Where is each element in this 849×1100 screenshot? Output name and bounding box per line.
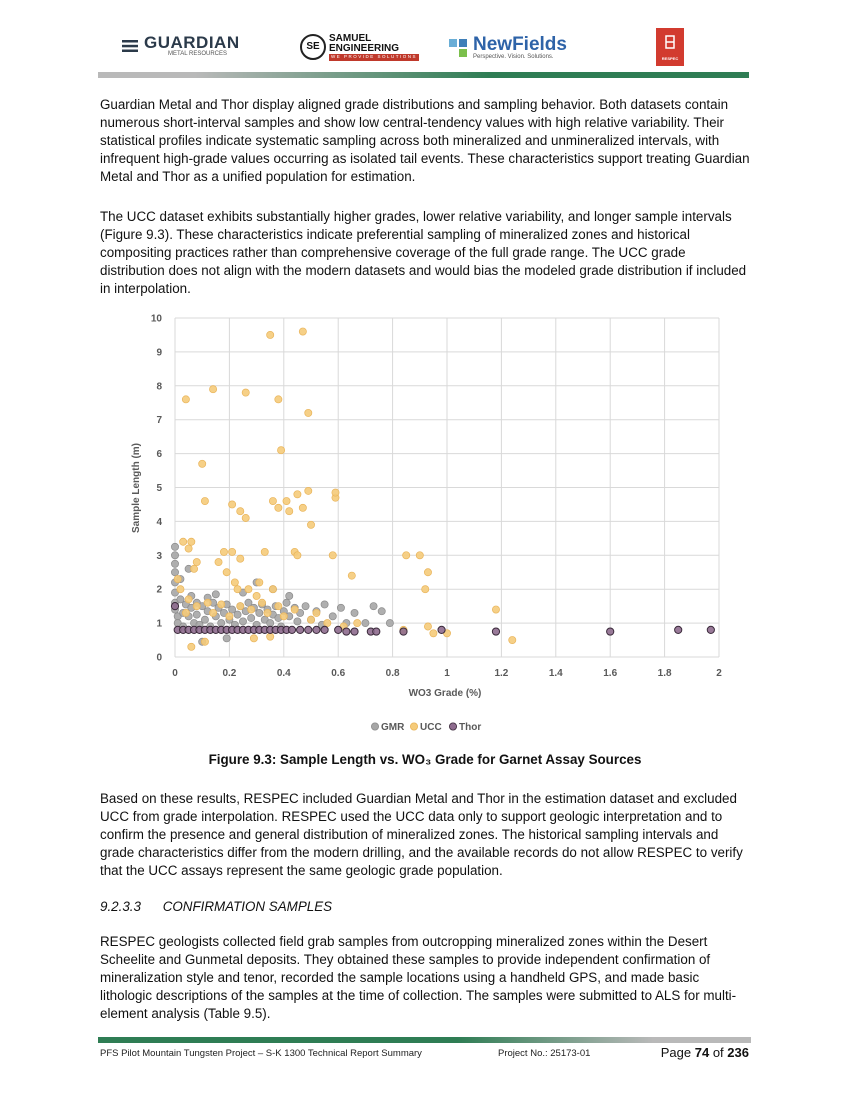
point-gmr — [370, 603, 377, 610]
point-ucc — [299, 328, 306, 335]
point-thor — [492, 628, 499, 635]
y-tick-label: 5 — [156, 483, 162, 494]
newfields-squares-icon — [449, 37, 471, 59]
subheading-title: CONFIRMATION SAMPLES — [162, 899, 333, 914]
x-axis-label: WO3 Grade (%) — [408, 688, 482, 699]
point-ucc — [253, 592, 260, 599]
point-gmr — [329, 613, 336, 620]
point-gmr — [283, 599, 290, 606]
point-ucc — [332, 489, 339, 496]
paragraph-3: Based on these results, RESPEC included Guardian Metal and Thor in the estimation dataset and excluded UCC from grade interpolation. RESPEC used the UCC data only to support geologic interpretation and to confirm the presence and general distribution of mineralized zones. The historical sampling intervals and grade characteristics differ from the modern drilling, and the available records do not allow RESPEC to verify that the UCC assays represent the same geologic grade population. — [100, 791, 743, 878]
guardian-sub: METAL RESOURCES — [168, 51, 228, 57]
point-ucc — [223, 569, 230, 576]
point-ucc — [193, 603, 200, 610]
point-thor — [313, 626, 320, 633]
figure-caption: Figure 9.3: Sample Length vs. WO₃ Grade for Garnet Assay Sources — [208, 752, 642, 767]
point-ucc — [185, 545, 192, 552]
x-tick-label: 0 — [172, 668, 178, 679]
point-ucc — [307, 616, 314, 623]
point-ucc — [209, 386, 216, 393]
point-thor — [321, 626, 328, 633]
point-ucc — [269, 586, 276, 593]
newfields-logo — [449, 35, 567, 60]
newfields-name: NewFields — [473, 34, 567, 55]
page-total: 236 — [727, 1045, 749, 1060]
point-ucc — [199, 460, 206, 467]
point-ucc — [307, 521, 314, 528]
samuel-line1: SAMUEL — [329, 33, 372, 44]
point-thor — [707, 626, 714, 633]
point-gmr — [351, 609, 358, 616]
point-thor — [305, 626, 312, 633]
footer-project-number: Project No.: 25173-01 — [498, 1048, 591, 1059]
point-gmr — [193, 611, 200, 618]
point-ucc — [237, 603, 244, 610]
point-thor — [288, 626, 295, 633]
point-thor — [343, 628, 350, 635]
paragraph-4: RESPEC geologists collected field grab samples from outcropping mineralized zones within the Desert Scheelite and Gunmetal deposits. They obtained these samples to provide independent confirmation of mineralization style and tenor, recorded the sample locations using a handheld GPS, and made basic lithologic descriptions of the samples at the time of collection. The samples were submitted to ALS for multi-element analysis (Table 9.5). — [100, 934, 737, 1021]
x-tick-label: 1.2 — [494, 668, 509, 679]
section-subheading — [100, 899, 350, 914]
point-ucc — [201, 497, 208, 504]
point-ucc — [193, 558, 200, 565]
point-ucc — [242, 389, 249, 396]
y-tick-label: 9 — [156, 347, 162, 359]
paragraph-1: Guardian Metal and Thor display aligned grade distributions and sampling behavior. Both datasets contain numerous short-interval samples and show low central-tendency values with high relative variability. Their statistical profiles indicate systematic sampling across both mineralized and unmineralized intervals, with infrequent high-grade values occurring as isolated tail events. These characteristics support treating Guardian Metal and Thor as a unified population for estimation. — [100, 97, 750, 184]
point-ucc — [277, 447, 284, 454]
point-ucc — [182, 609, 189, 616]
point-ucc — [190, 565, 197, 572]
point-gmr — [171, 552, 178, 559]
point-ucc — [509, 636, 516, 643]
point-ucc — [291, 606, 298, 613]
point-ucc — [188, 538, 195, 545]
point-ucc — [286, 508, 293, 515]
point-ucc — [231, 579, 238, 586]
samuel-line2: ENGINEERING — [329, 43, 400, 54]
point-gmr — [248, 614, 255, 621]
point-ucc — [294, 491, 301, 498]
point-gmr — [337, 604, 344, 611]
point-ucc — [215, 558, 222, 565]
y-tick-labels — [151, 314, 163, 664]
point-ucc — [313, 609, 320, 616]
point-thor — [297, 626, 304, 633]
x-tick-label: 1.6 — [603, 668, 618, 679]
scatter-chart — [125, 306, 745, 746]
page-of: of — [712, 1045, 724, 1060]
y-axis-label: Sample Length (m) — [131, 442, 142, 534]
chart-points — [171, 328, 714, 650]
point-ucc — [422, 586, 429, 593]
point-ucc — [226, 613, 233, 620]
point-thor — [400, 628, 407, 635]
point-ucc — [424, 569, 431, 576]
paragraph-2: The UCC dataset exhibits substantially higher grades, lower relative variability, and longer sample intervals (Figure 9.3). These characteristics indicate preferential sampling of mineralized zones and historical compositing practices rather than comprehensive coverage of the full grade range. The UCC grade distribution does not align with the modern datasets and would bias the modeled grade distribution if included in interpolation. — [100, 209, 747, 296]
point-ucc — [248, 606, 255, 613]
samuel-tagline: WE PROVIDE SOLUTIONS — [331, 54, 418, 59]
point-ucc — [201, 638, 208, 645]
page-current: 74 — [694, 1045, 710, 1060]
point-ucc — [354, 620, 361, 627]
legend-marker — [371, 723, 378, 730]
guardian-logo — [122, 34, 240, 57]
point-ucc — [256, 579, 263, 586]
point-ucc — [209, 609, 216, 616]
point-thor — [675, 626, 682, 633]
point-ucc — [204, 599, 211, 606]
point-ucc — [324, 620, 331, 627]
x-tick-labels — [172, 668, 722, 679]
y-tick-label: 10 — [150, 313, 162, 325]
point-gmr — [362, 620, 369, 627]
point-ucc — [237, 555, 244, 562]
point-gmr — [321, 601, 328, 608]
point-ucc — [348, 572, 355, 579]
point-ucc — [403, 552, 410, 559]
page-number — [661, 1045, 749, 1060]
point-gmr — [294, 618, 301, 625]
point-ucc — [229, 501, 236, 508]
respec-logo — [656, 28, 684, 66]
point-ucc — [275, 396, 282, 403]
point-ucc — [267, 633, 274, 640]
point-ucc — [283, 497, 290, 504]
point-ucc — [220, 548, 227, 555]
point-ucc — [234, 586, 241, 593]
page-header — [0, 0, 849, 80]
point-ucc — [218, 601, 225, 608]
point-ucc — [174, 575, 181, 582]
y-tick-label: 3 — [156, 550, 162, 562]
x-tick-label: 1.4 — [548, 668, 563, 679]
point-gmr — [171, 569, 178, 576]
point-ucc — [180, 538, 187, 545]
point-gmr — [256, 609, 263, 616]
respec-name: RESPEC — [661, 56, 679, 61]
point-thor — [373, 628, 380, 635]
legend-label: GMR — [381, 722, 405, 733]
point-gmr — [239, 618, 246, 625]
point-gmr — [201, 616, 208, 623]
point-ucc — [275, 504, 282, 511]
x-tick-label: 1 — [444, 668, 450, 679]
legend-label: UCC — [420, 722, 442, 733]
legend-marker — [410, 723, 417, 730]
point-ucc — [258, 599, 265, 606]
point-ucc — [305, 487, 312, 494]
point-ucc — [229, 548, 236, 555]
y-tick-label: 0 — [156, 652, 162, 664]
point-ucc — [177, 586, 184, 593]
point-ucc — [329, 552, 336, 559]
hamburger-lines-icon — [122, 39, 140, 53]
subheading-number: 9.2.3.3 — [100, 899, 141, 914]
samuel-engineering-logo — [300, 34, 419, 61]
newfields-tagline: Perspective. Vision. Solutions. — [473, 54, 554, 60]
point-ucc — [424, 623, 431, 630]
y-tick-label: 2 — [156, 584, 162, 596]
guardian-name: GUARDIAN — [144, 33, 240, 52]
point-ucc — [261, 548, 268, 555]
point-ucc — [416, 552, 423, 559]
point-thor — [438, 626, 445, 633]
y-tick-label: 8 — [156, 381, 162, 393]
se-badge: SE — [300, 34, 326, 60]
point-ucc — [430, 630, 437, 637]
chart-legend — [371, 722, 481, 733]
point-ucc — [280, 613, 287, 620]
y-tick-label: 4 — [156, 516, 162, 528]
point-ucc — [185, 596, 192, 603]
point-gmr — [386, 620, 393, 627]
footer-divider — [98, 1037, 751, 1043]
point-gmr — [286, 592, 293, 599]
point-ucc — [492, 606, 499, 613]
point-gmr — [223, 635, 230, 642]
point-ucc — [267, 331, 274, 338]
x-tick-label: 0.8 — [385, 668, 400, 679]
point-ucc — [275, 603, 282, 610]
point-gmr — [171, 543, 178, 550]
point-ucc — [188, 643, 195, 650]
point-gmr — [267, 620, 274, 627]
point-ucc — [294, 552, 301, 559]
point-ucc — [242, 514, 249, 521]
point-gmr — [212, 591, 219, 598]
point-gmr — [218, 620, 225, 627]
page-prefix: Page — [660, 1045, 692, 1060]
legend-marker — [449, 723, 456, 730]
point-thor — [171, 603, 178, 610]
point-gmr — [302, 603, 309, 610]
y-tick-label: 1 — [156, 618, 162, 630]
x-tick-label: 2 — [716, 668, 722, 679]
point-thor — [335, 626, 342, 633]
point-gmr — [171, 560, 178, 567]
point-ucc — [299, 504, 306, 511]
y-tick-label: 7 — [156, 415, 162, 427]
x-tick-label: 0.4 — [276, 668, 291, 679]
point-ucc — [305, 409, 312, 416]
x-tick-label: 1.8 — [657, 668, 672, 679]
footer-left: PFS Pilot Mountain Tungsten Project – S-K 1300 Technical Report Summary — [100, 1048, 422, 1059]
point-thor — [607, 628, 614, 635]
point-ucc — [269, 497, 276, 504]
y-tick-label: 6 — [156, 449, 162, 461]
x-tick-label: 0.6 — [331, 668, 346, 679]
point-ucc — [264, 609, 271, 616]
header-divider — [98, 72, 749, 78]
point-ucc — [250, 635, 257, 642]
legend-label: Thor — [459, 722, 482, 733]
point-thor — [351, 628, 358, 635]
point-ucc — [237, 508, 244, 515]
point-gmr — [234, 611, 241, 618]
point-ucc — [182, 396, 189, 403]
point-ucc — [245, 586, 252, 593]
x-tick-label: 0.2 — [222, 668, 237, 679]
point-gmr — [378, 608, 385, 615]
